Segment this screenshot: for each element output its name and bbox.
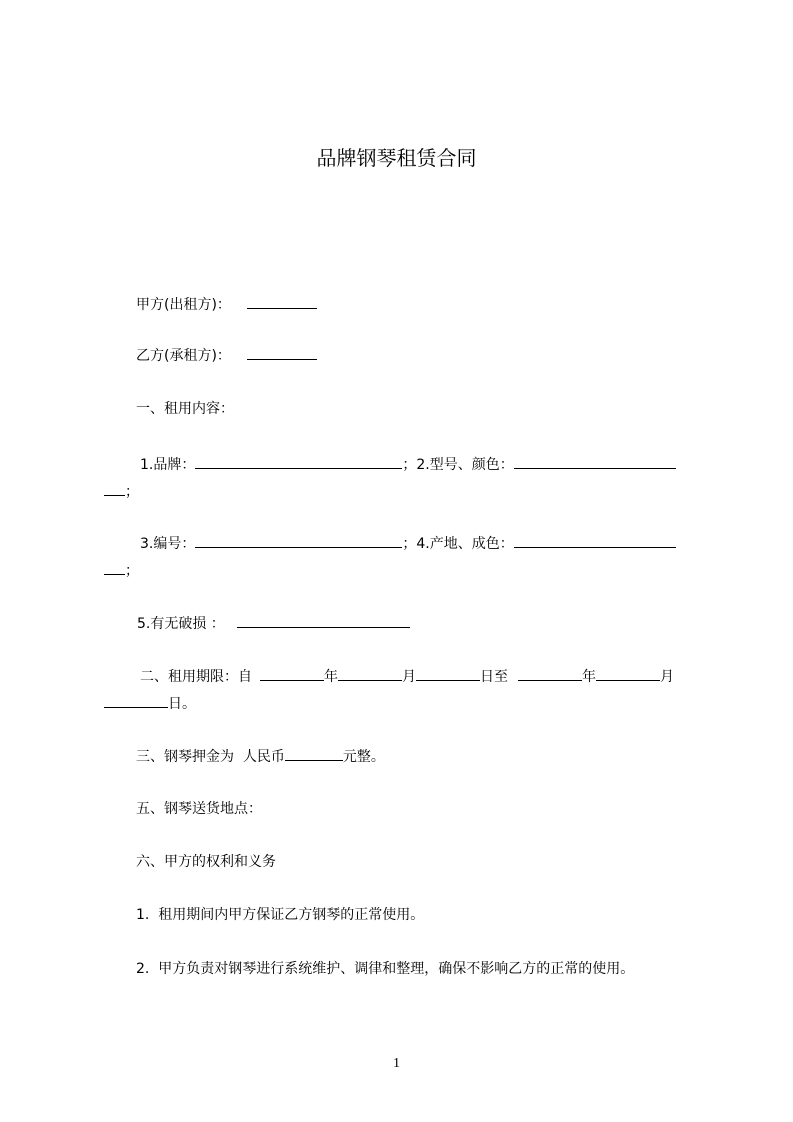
delivery-heading: 五、钢琴送货地点： bbox=[136, 801, 262, 817]
model-sep: ； bbox=[125, 484, 139, 500]
number-line bbox=[140, 533, 676, 553]
brand-label: 1.品牌： bbox=[140, 457, 196, 473]
start-year-unit: 年 bbox=[324, 669, 338, 685]
brand-blank bbox=[195, 454, 402, 469]
day-to: 日至 bbox=[480, 669, 508, 685]
number-sep: ； bbox=[402, 536, 417, 552]
origin-sep: ； bbox=[125, 563, 139, 579]
damage-label: 5.有无破损 ： bbox=[137, 616, 225, 632]
brand-sep: ； bbox=[402, 457, 417, 473]
section6-item1: 1. 租用期间内甲方保证乙方钢琴的正常使用。 bbox=[136, 907, 425, 923]
section6-heading: 六、甲方的权利和义务 bbox=[136, 854, 276, 870]
party-a-line bbox=[136, 294, 317, 314]
brand-line bbox=[140, 454, 676, 474]
deposit-prefix: 三、钢琴押金为 人民币 bbox=[136, 749, 285, 765]
end-year-blank bbox=[518, 666, 582, 681]
party-a-blank bbox=[247, 294, 317, 309]
period-heading: 二、租用期限：自 bbox=[140, 669, 252, 685]
end-day-unit: 日。 bbox=[168, 696, 196, 712]
document-title: 品牌钢琴租赁合同 bbox=[316, 146, 477, 170]
start-month-blank bbox=[338, 666, 402, 681]
damage-line bbox=[137, 613, 410, 633]
party-b-label: 乙方(承租方)： bbox=[136, 348, 231, 364]
end-day-blank bbox=[104, 693, 168, 708]
section6-item2: 2. 甲方负责对钢琴进行系统维护、调律和整理，确保不影响乙方的正常的使用。 bbox=[136, 961, 635, 977]
number-label: 3.编号： bbox=[140, 536, 196, 552]
section1-heading: 一、租用内容： bbox=[136, 401, 234, 417]
party-a-label: 甲方(出租方)： bbox=[136, 297, 231, 313]
start-day-blank bbox=[416, 666, 480, 681]
deposit-suffix: 元整。 bbox=[342, 749, 385, 765]
end-month-blank bbox=[596, 666, 660, 681]
model-line-cont bbox=[104, 481, 139, 501]
deposit-blank bbox=[285, 746, 343, 761]
model-blank-cont bbox=[104, 481, 125, 496]
end-month-unit: 月 bbox=[660, 669, 674, 685]
deposit-line bbox=[136, 746, 385, 766]
model-label: 2.型号、颜色： bbox=[416, 457, 514, 473]
origin-line-cont bbox=[104, 560, 139, 580]
model-blank bbox=[514, 454, 676, 469]
start-year-blank bbox=[260, 666, 324, 681]
damage-blank bbox=[237, 613, 410, 628]
page-number: 1 bbox=[393, 1056, 400, 1071]
origin-blank bbox=[514, 533, 676, 548]
number-blank bbox=[195, 533, 402, 548]
party-b-blank bbox=[247, 345, 317, 360]
origin-blank-cont bbox=[104, 560, 125, 575]
start-month-unit: 月 bbox=[402, 669, 416, 685]
end-year-unit: 年 bbox=[582, 669, 596, 685]
party-b-line bbox=[136, 345, 317, 365]
period-line bbox=[140, 666, 674, 686]
origin-label: 4.产地、成色： bbox=[416, 536, 514, 552]
period-line-cont bbox=[104, 693, 196, 713]
